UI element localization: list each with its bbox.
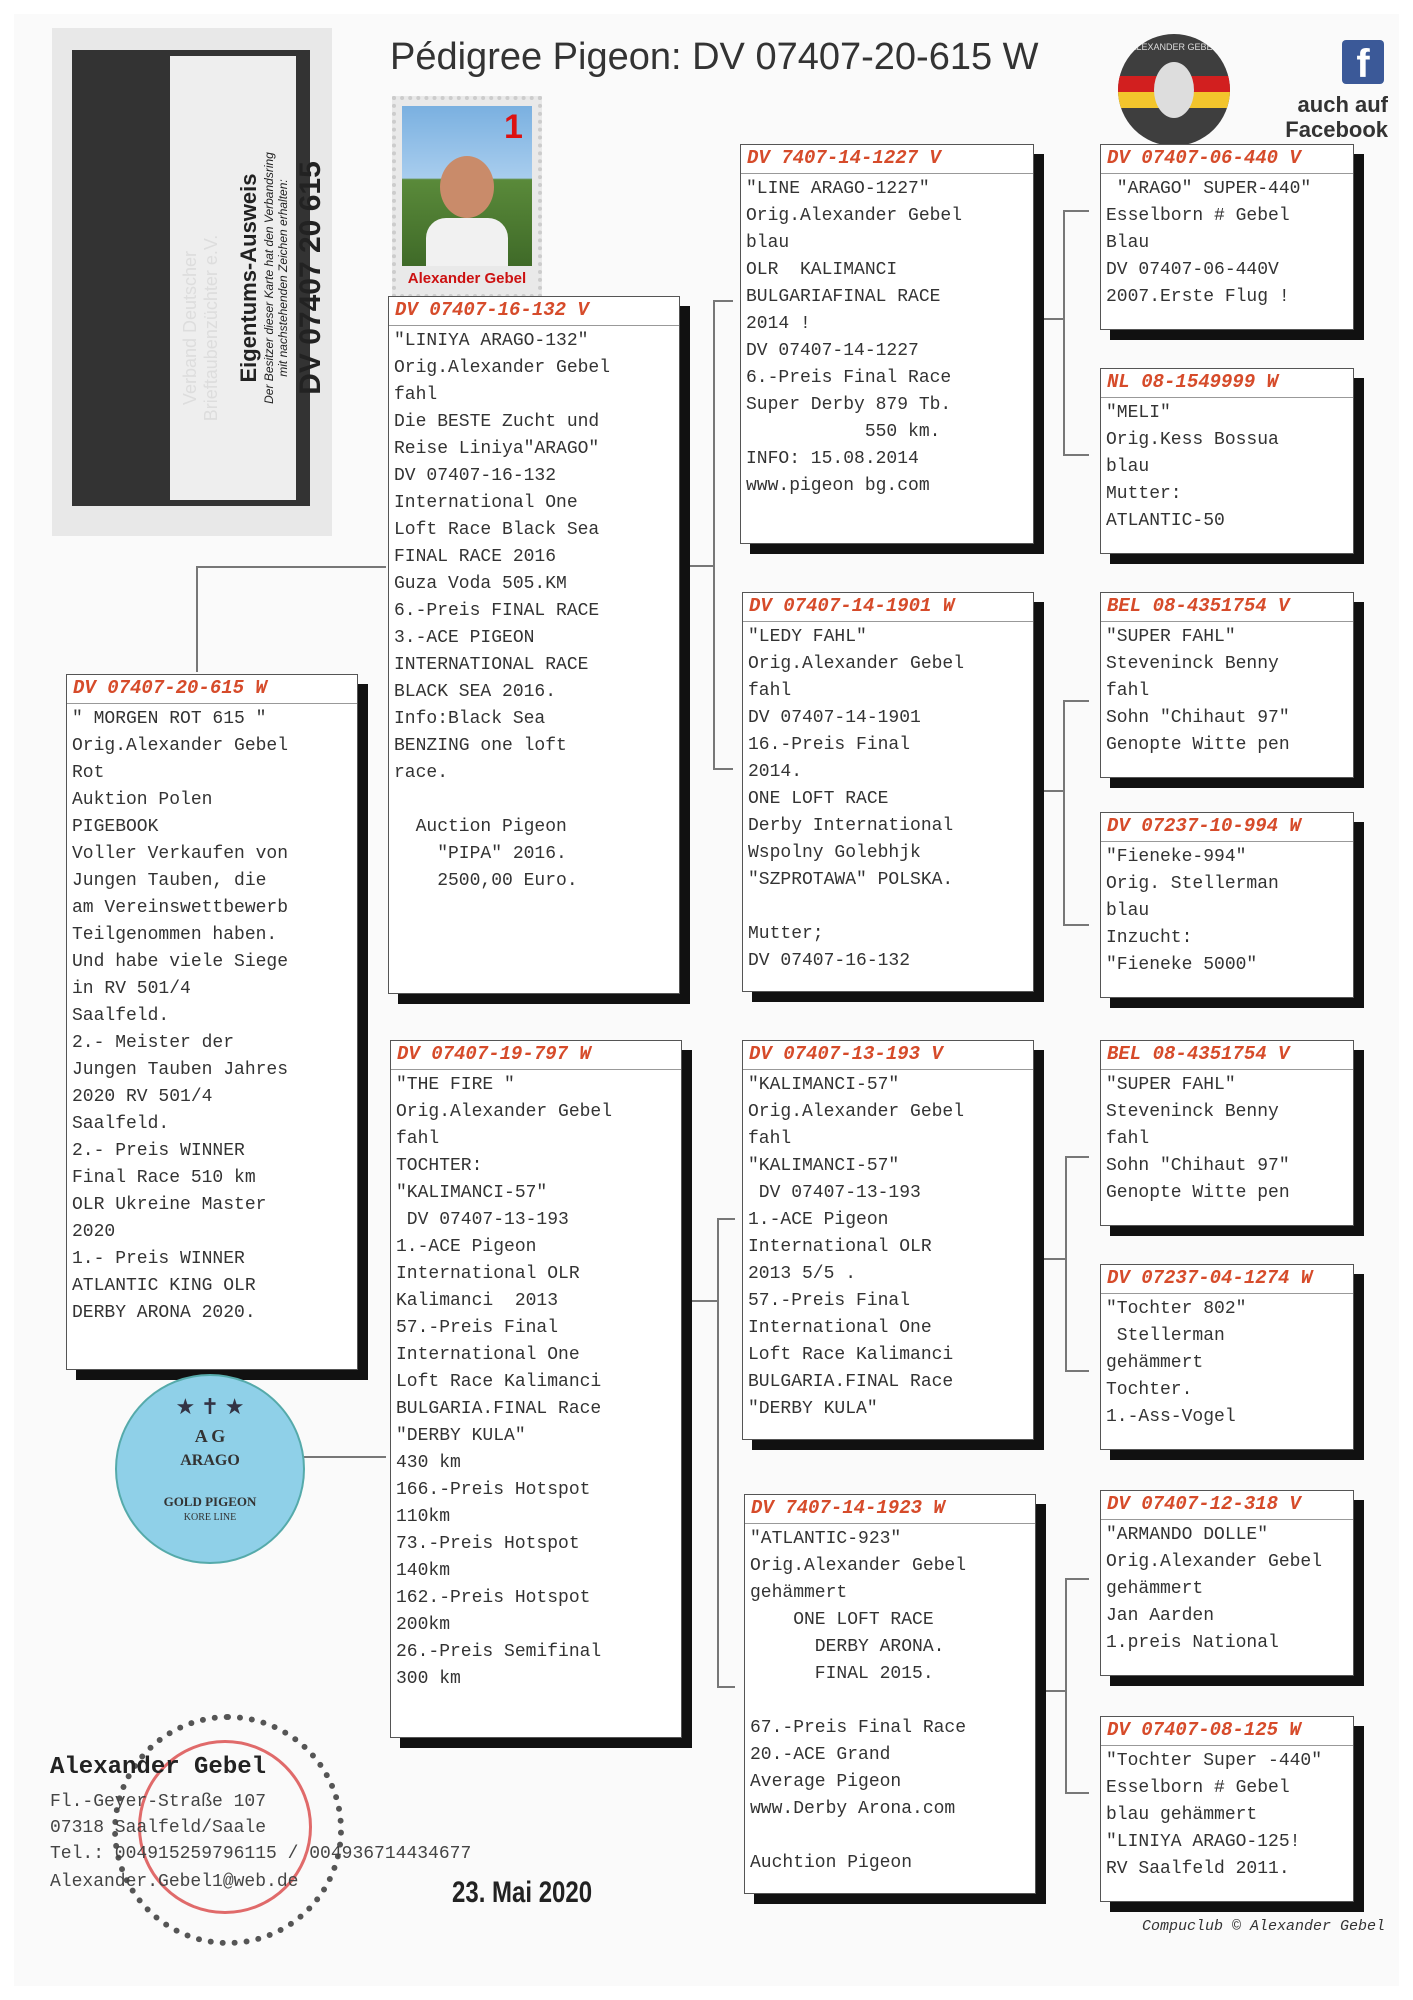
pigeon-card-father	[388, 296, 680, 994]
pigeon-ring-id: DV 07407-19-797 W	[391, 1041, 681, 1070]
pigeon-details: "LINIYA ARAGO-132" Orig.Alexander Gebel fahl Die BESTE Zucht und Reise Liniya"ARAGO" DV 07407-16-132 International One Loft Race Black Sea FINAL RACE 2016 Guza Voda 505.KM 6.-Preis FINAL RACE 3.-ACE PIGEON INTERNATIONAL RACE BLACK SEA 2016. Info:Black Sea BENZING one loft race. Auction Pigeon "PIPA" 2016. 2500,00 Euro.	[394, 331, 611, 891]
pigeon-card-mother-father	[742, 1040, 1034, 1440]
facebook-icon[interactable]: f	[1342, 40, 1384, 84]
pigeon-card-mother-mother	[744, 1494, 1036, 1894]
owner-photo: 1 Alexander Gebel	[392, 96, 542, 298]
pigeon-card-mmf	[1100, 1490, 1354, 1676]
pigeon-card-fmf	[1100, 592, 1354, 778]
owner-city: 07318 Saalfeld/Saale	[50, 1818, 267, 1838]
pigeon-card-fmm	[1100, 812, 1354, 998]
facebook-text[interactable]: auch auf Facebook	[1285, 92, 1388, 142]
pigeon-ring-id: DV 07407-13-193 V	[743, 1041, 1033, 1070]
pigeon-details: "ATLANTIC-923" Orig.Alexander Gebel gehämmert ONE LOFT RACE DERBY ARONA. FINAL 2015. 67.-Preis Final Race 20.-ACE Grand Average Pigeon www.Derby Arona.com Auchtion Pigeon	[750, 1529, 967, 1873]
pigeon-ring-id: NL 08-1549999 W	[1101, 369, 1353, 398]
pigeon-card-mmm	[1100, 1716, 1354, 1902]
pigeon-details: "ARAGO" SUPER-440" Esselborn # Gebel Blau DV 07407-06-440V 2007.Erste Flug !	[1106, 179, 1312, 307]
pigeon-card-main	[66, 674, 358, 1370]
pigeon-details: " MORGEN ROT 615 " Orig.Alexander Gebel Rot Auktion Polen PIGEBOOK Voller Verkaufen von Jungen Tauben, die am Vereinswettbewerb Teilgenommen haben. Und habe viele Siege in RV 501/4 Saalfeld. 2.- Meister der Jungen Tauben Jahres 2020 RV 501/4 Saalfeld. 2.- Preis WINNER Final Race 510 km OLR Ukreine Master 2020 1.- Preis WINNER ATLANTIC KING OLR DERBY ARONA 2020.	[72, 709, 289, 1323]
footer-credit: Compuclub © Alexander Gebel	[1142, 1918, 1386, 1935]
pigeon-ring-id: BEL 08-4351754 V	[1101, 593, 1353, 622]
pigeon-ring-id: DV 07407-08-125 W	[1101, 1717, 1353, 1746]
pigeon-ring-id: DV 07407-06-440 V	[1101, 145, 1353, 174]
ownership-card-text: Verband Deutscher Brieftaubenzüchter e.V. Eigentums-Ausweis Der Besitzer dieser Karte hat den Verbandsring mit nachstehenden Zeichen erhalten: DV 07407 20 615	[180, 152, 327, 422]
owner-name: Alexander Gebel	[50, 1754, 267, 1781]
pigeon-details: "THE FIRE " Orig.Alexander Gebel fahl TOCHTER: "KALIMANCI-57" DV 07407-13-193 1.-ACE Pigeon International OLR Kalimanci 2013 57.-Preis Final International One Loft Race Kalimanci BULGARIA.FINAL Race "DERBY KULA" 430 km 166.-Preis Hotspot 110km 73.-Preis Hotspot 140km 162.-Preis Hotspot 200km 26.-Preis Semifinal 300 km	[396, 1075, 613, 1689]
pigeon-details: "Fieneke-994" Orig. Stellerman blau Inzucht: "Fieneke 5000"	[1106, 847, 1279, 975]
pigeon-details: "Tochter 802" Stellerman gehämmert Tochter. 1.-Ass-Vogel	[1106, 1299, 1247, 1427]
pigeon-card-ffm	[1100, 368, 1354, 554]
pigeon-card-fff	[1100, 144, 1354, 330]
pigeon-card-mff	[1100, 1040, 1354, 1226]
pigeon-ring-id: DV 07407-14-1901 W	[743, 593, 1033, 622]
pigeon-details: "SUPER FAHL" Steveninck Benny fahl Sohn "Chihaut 97" Genopte Witte pen	[1106, 627, 1290, 755]
ownership-card	[52, 28, 332, 536]
owner-street: Fl.-Geyer-Straße 107	[50, 1792, 267, 1812]
pigeon-details: "ARMANDO DOLLE" Orig.Alexander Gebel gehämmert Jan Aarden 1.preis National	[1106, 1525, 1323, 1653]
pigeon-details: "SUPER FAHL" Steveninck Benny fahl Sohn "Chihaut 97" Genopte Witte pen	[1106, 1075, 1290, 1203]
pigeon-ring-id: DV 7407-14-1923 W	[745, 1495, 1035, 1524]
pigeon-ring-id: DV 07407-20-615 W	[67, 675, 357, 704]
date-stamp: 23. Mai 2020	[452, 1876, 593, 1909]
pigeon-card-father-father	[740, 144, 1034, 544]
page-title: Pédigree Pigeon: DV 07407-20-615 W	[390, 36, 1039, 78]
pigeon-ring-id: DV 7407-14-1227 V	[741, 145, 1033, 174]
pigeon-ring-id: DV 07407-16-132 V	[389, 297, 679, 326]
pigeon-ring-id: DV 07407-12-318 V	[1101, 1491, 1353, 1520]
pigeon-ring-id: BEL 08-4351754 V	[1101, 1041, 1353, 1070]
gold-pigeon-badge-icon: ★ ✝ ★ A G ARAGO GOLD PIGEON KORE LINE	[115, 1374, 305, 1564]
pigeon-card-mfm	[1100, 1264, 1354, 1450]
pigeon-ring-id: DV 07237-04-1274 W	[1101, 1265, 1353, 1294]
pigeon-card-mother	[390, 1040, 682, 1738]
owner-phone: Tel.: 004915259796115 / 004936714434677	[50, 1844, 472, 1864]
owner-email[interactable]: Alexander.Gebel1@web.de	[50, 1872, 299, 1892]
pigeon-ring-id: DV 07237-10-994 W	[1101, 813, 1353, 842]
pigeon-details: "Tochter Super -440" Esselborn # Gebel blau gehämmert "LINIYA ARAGO-125! RV Saalfeld 2011.	[1106, 1751, 1323, 1879]
pigeon-details: "LEDY FAHL" Orig.Alexander Gebel fahl DV 07407-14-1901 16.-Preis Final 2014. ONE LOFT RACE Derby International Wspolny Golebhjk "SZPROTAWA" POLSKA. Mutter; DV 07407-16-132	[748, 627, 965, 971]
pigeon-details: "MELI" Orig.Kess Bossua blau Mutter: ATLANTIC-50	[1106, 403, 1279, 531]
pigeon-card-father-mother	[742, 592, 1034, 992]
pigeon-details: "KALIMANCI-57" Orig.Alexander Gebel fahl "KALIMANCI-57" DV 07407-13-193 1.-ACE Pigeon International OLR 2013 5/5 . 57.-Preis Final International One Loft Race Kalimanci BULGARIA.FINAL Race "DERBY KULA"	[748, 1075, 965, 1419]
pigeon-details: "LINE ARAGO-1227" Orig.Alexander Gebel blau OLR KALIMANCI BULGARIAFINAL RACE 2014 ! DV 07407-14-1227 6.-Preis Final Race Super Derby 879 Tb. 550 km. INFO: 15.08.2014 www.pigeon bg.com	[746, 179, 963, 496]
club-logo-icon: ALEXANDER GEBEL	[1118, 34, 1230, 146]
